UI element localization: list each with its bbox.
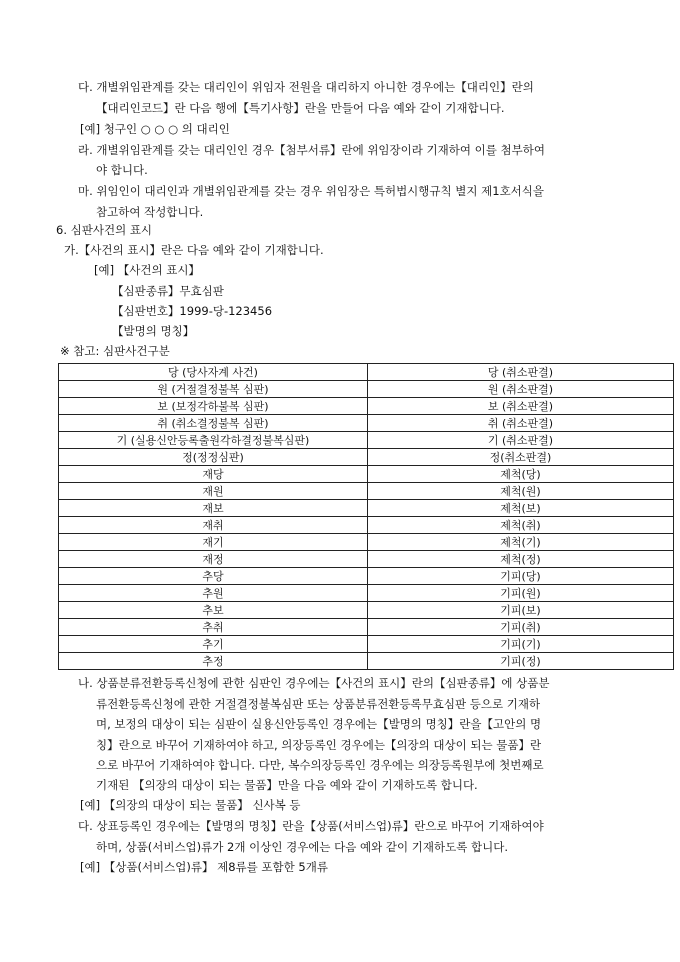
example-line: 【발명의 명칭】 — [112, 324, 195, 338]
table-row — [59, 500, 674, 517]
table-row — [59, 449, 674, 466]
table-row — [59, 653, 674, 670]
table-cell: 취 (취소판결) — [368, 415, 674, 432]
table-cell: 기피(취) — [368, 619, 674, 636]
table-cell: 재보 — [59, 500, 368, 517]
table-row — [59, 619, 674, 636]
text-line: 라. 개별위임관계를 갖는 대리인인 경우【첨부서류】란에 위임장이라 기재하여 이를 첨부하여 — [78, 143, 545, 157]
table-row — [59, 483, 674, 500]
text-line: 마. 위임인이 대리인과 개별위임관계를 갖는 경우 위임장은 특허법시행규칙 별지 제1호서식을 — [78, 184, 545, 198]
table-cell: 재기 — [59, 534, 368, 551]
table-cell: 당 (취소판결) — [368, 364, 674, 381]
table-cell: 제척(기) — [368, 534, 674, 551]
table-cell: 추기 — [59, 636, 368, 653]
table-cell: 원 (거절결정불복 심판) — [59, 381, 368, 398]
table-cell: 정(정정심판) — [59, 449, 368, 466]
text-line: 하며, 상품(서비스업)류가 2개 이상인 경우에는 다음 예와 같이 기재하도록 합니다. — [96, 840, 508, 854]
section-heading: 6. 심판사건의 표시 — [56, 223, 153, 237]
text-line: 칭】란으로 바꾸어 기재하여야 하고, 의장등록인 경우에는【의장의 대상이 되는 물품】란 — [96, 738, 542, 752]
table-cell: 기 (취소판결) — [368, 432, 674, 449]
example-line: [예] 【의장의 대상이 되는 물품】 신사복 등 — [80, 798, 301, 812]
table-row — [59, 398, 674, 415]
text-line: 나. 상품분류전환등록신청에 관한 심판인 경우에는【사건의 표시】란의【심판종류】에 상품분 — [78, 676, 550, 690]
table-row — [59, 602, 674, 619]
table-row — [59, 551, 674, 568]
table-row — [59, 432, 674, 449]
table-row — [59, 466, 674, 483]
table-cell: 정(취소판결) — [368, 449, 674, 466]
table-cell: 원 (취소판결) — [368, 381, 674, 398]
table-row — [59, 415, 674, 432]
example-line: [예] 청구인 ○ ○ ○ 의 대리인 — [80, 122, 230, 136]
case-type-table — [58, 363, 674, 670]
text-line: 으로 바꾸어 기재하여야 합니다. 다만, 복수의장등록인 경우에는 의장등록원부에 첫번째로 — [96, 758, 544, 772]
table-row — [59, 381, 674, 398]
text-line: 류전환등록신청에 관한 거절결정불복심판 또는 상품분류전환등록무효심판 등으로 기재하 — [96, 697, 541, 711]
text-line: 기재된 【의장의 대상이 되는 물품】만을 다음 예와 같이 기재하도록 합니다. — [96, 778, 478, 792]
text-line: 다. 개별위임관계를 갖는 대리인이 위임자 전원을 대리하지 아니한 경우에는【대리인】란의 — [78, 80, 534, 94]
table-cell: 보 (보정각하불복 심판) — [59, 398, 368, 415]
table-cell: 기피(원) — [368, 585, 674, 602]
example-line: 【심판번호】1999-당-123456 — [112, 304, 273, 318]
table-cell: 재원 — [59, 483, 368, 500]
table-cell: 제척(당) — [368, 466, 674, 483]
text-line: 야 합니다. — [96, 163, 148, 177]
table-cell: 제척(취) — [368, 517, 674, 534]
table-cell: 기피(기) — [368, 636, 674, 653]
example-line: 【심판종류】무효심판 — [112, 284, 224, 298]
table-cell: 당 (당사자계 사건) — [59, 364, 368, 381]
table-cell: 제척(보) — [368, 500, 674, 517]
table-cell: 기 (실용신안등록출원각하결정불복심판) — [59, 432, 368, 449]
text-line: 가.【사건의 표시】란은 다음 예와 같이 기재합니다. — [64, 243, 324, 257]
text-line: 다. 상표등록인 경우에는【발명의 명칭】란을【상품(서비스업)류】란으로 바꾸어 기재하여야 — [78, 819, 544, 833]
table-row — [59, 585, 674, 602]
table-cell: 보 (취소판결) — [368, 398, 674, 415]
table-cell: 추정 — [59, 653, 368, 670]
example-line: [예] 【사건의 표시】 — [94, 263, 200, 277]
table-cell: 추보 — [59, 602, 368, 619]
example-line: [예] 【상품(서비스업)류】 제8류를 포함한 5개류 — [80, 860, 328, 874]
table-cell: 재당 — [59, 466, 368, 483]
table-cell: 제척(정) — [368, 551, 674, 568]
table-cell: 추원 — [59, 585, 368, 602]
note-heading: ※ 참고: 심판사건구분 — [60, 344, 170, 358]
table-row — [59, 636, 674, 653]
text-line: 【대리인코드】란 다음 행에【특기사항】란을 만들어 다음 예와 같이 기재합니다. — [96, 101, 505, 115]
table-cell: 취 (취소결정불복 심판) — [59, 415, 368, 432]
table-row — [59, 364, 674, 381]
table-cell: 기피(정) — [368, 653, 674, 670]
table-row — [59, 568, 674, 585]
text-line: 며, 보정의 대상이 되는 심판이 실용신안등록인 경우에는【발명의 명칭】란을【고안의 명 — [96, 717, 542, 731]
table-cell: 기피(당) — [368, 568, 674, 585]
table-cell: 재취 — [59, 517, 368, 534]
table-cell: 제척(원) — [368, 483, 674, 500]
table-cell: 재정 — [59, 551, 368, 568]
table-row — [59, 517, 674, 534]
table-cell: 추취 — [59, 619, 368, 636]
table-cell: 기피(보) — [368, 602, 674, 619]
text-line: 참고하여 작성합니다. — [96, 205, 204, 219]
table-row — [59, 534, 674, 551]
table-cell: 추당 — [59, 568, 368, 585]
